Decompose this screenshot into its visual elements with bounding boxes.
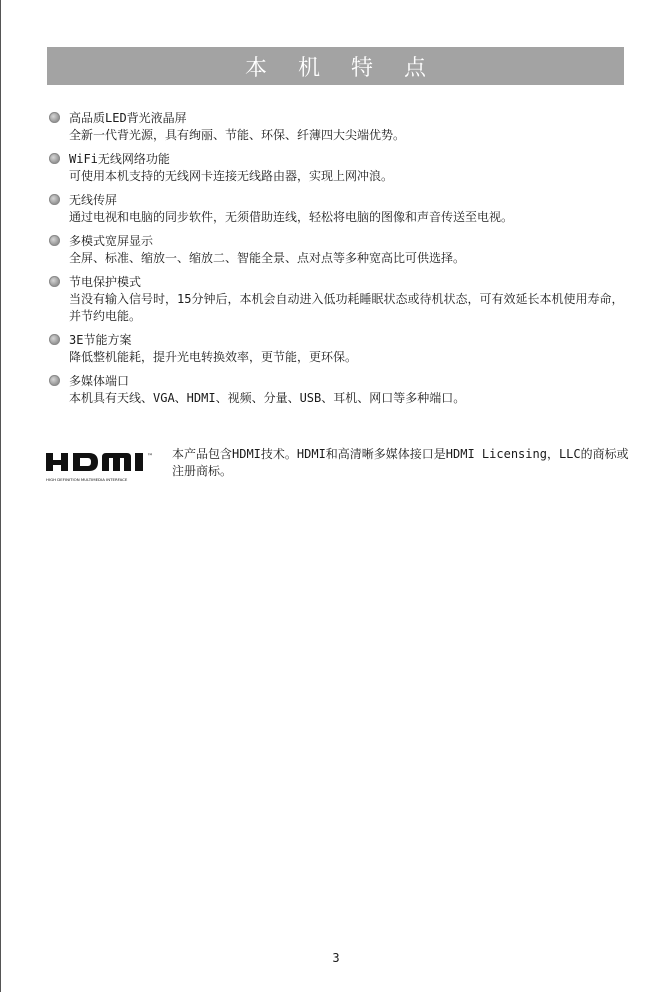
bullet-icon — [49, 235, 60, 246]
feature-item — [47, 332, 627, 366]
feature-title: 无线传屏 — [69, 193, 118, 207]
feature-title: 节电保护模式 — [69, 275, 142, 289]
bullet-icon — [49, 276, 60, 287]
feature-description: 通过电视和电脑的同步软件，无须借助连线，轻松将电脑的图像和声音传送至电视。 — [69, 210, 514, 224]
bullet-icon — [49, 112, 60, 123]
feature-title: 多模式宽屏显示 — [69, 234, 154, 248]
hdmi-logo-i — [135, 453, 143, 471]
feature-description: 本机具有天线、VGA、HDMI、视频、分量、USB、耳机、网口等多种端口。 — [69, 391, 466, 405]
hdmi-logo-d — [73, 453, 98, 471]
feature-title: 高品质LED背光液晶屏 — [69, 111, 187, 125]
hdmi-logo-h-right — [61, 453, 68, 471]
hdmi-logo-icon — [45, 449, 163, 485]
bullet-icon — [49, 375, 60, 386]
feature-description: 全屏、标准、缩放一、缩放二、智能全景、点对点等多种宽高比可供选择。 — [69, 251, 466, 265]
page-left-border — [0, 0, 1, 992]
bullet-icon — [49, 194, 60, 205]
page-number: 3 — [332, 951, 340, 965]
bullet-icon — [49, 334, 60, 345]
feature-description: 当没有输入信号时，15分钟后，本机会自动进入低功耗睡眠状态或待机状态，可有效延长本机使用寿命，并节约电能。 — [69, 292, 624, 323]
feature-item — [47, 110, 627, 144]
hdmi-logo-m — [102, 453, 131, 471]
hdmi-logo-tagline: HIGH DEFINITION MULTIMEDIA INTERFACE — [46, 477, 128, 482]
feature-list — [47, 110, 627, 414]
feature-title: 3E节能方案 — [69, 333, 132, 347]
feature-item — [47, 274, 627, 325]
feature-item — [47, 233, 627, 267]
hdmi-notice-section — [45, 446, 630, 486]
title-bar — [47, 47, 624, 85]
feature-item — [47, 373, 627, 407]
feature-item — [47, 151, 627, 185]
hdmi-trademark-notice: 本产品包含HDMI技术。HDMI和高清晰多媒体接口是HDMI Licensing，LLC的商标或注册商标。 — [172, 447, 629, 478]
feature-description: 全新一代背光源，具有绚丽、节能、环保、纤薄四大尖端优势。 — [69, 128, 406, 142]
bullet-icon — [49, 153, 60, 164]
feature-title: WiFi无线网络功能 — [69, 152, 170, 166]
hdmi-logo-trademark: ™ — [147, 453, 153, 460]
feature-description: 可使用本机支持的无线网卡连接无线路由器，实现上网冲浪。 — [69, 169, 394, 183]
feature-item — [47, 192, 627, 226]
feature-description: 降低整机能耗，提升光电转换效率，更节能，更环保。 — [69, 350, 358, 364]
feature-title: 多媒体端口 — [69, 374, 130, 388]
page-title: 本 机 特 点 — [245, 55, 438, 81]
